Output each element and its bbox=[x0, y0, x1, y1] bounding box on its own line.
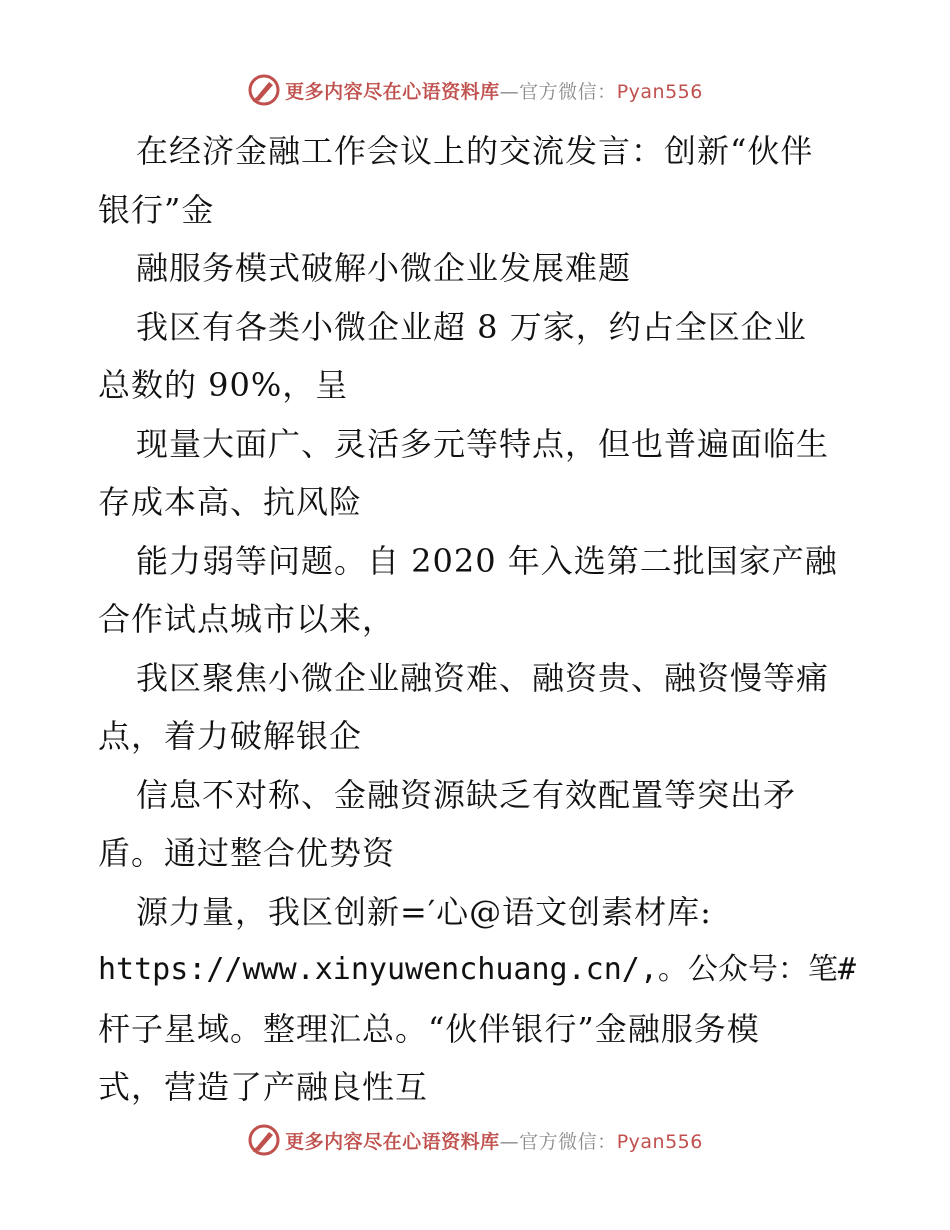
header-wechat-label: 官方微信： bbox=[519, 80, 617, 103]
paragraph-line: 总数的 90%，呈 bbox=[98, 366, 349, 404]
paragraph-line: 点，着力破解银企 bbox=[98, 717, 363, 755]
footer-banner bbox=[0, 1122, 950, 1158]
paragraph-line: 盾。通过整合优势资 bbox=[98, 834, 396, 872]
footer-separator: — bbox=[499, 1130, 520, 1153]
footer-wechat-label: 官方微信： bbox=[519, 1130, 617, 1153]
paragraph-line: 式，营造了产融良性互 bbox=[98, 1068, 429, 1106]
paragraph-line: 杆子星域。整理汇总。“伙伴银行”金融服务模 bbox=[98, 1009, 760, 1048]
footer-banner-text bbox=[285, 1127, 703, 1154]
paragraph-line: 源力量，我区创新=′心@语文创素材库: bbox=[136, 892, 712, 931]
quill-pen-in-circle-icon bbox=[247, 1123, 281, 1157]
paragraph-line: 我区有各类小微企业超 8 万家，约占全区企业 bbox=[136, 307, 807, 346]
paragraph-line: 现量大面广、灵活多元等特点，但也普遍面临生 bbox=[136, 424, 830, 463]
header-banner bbox=[0, 72, 950, 108]
paragraph-line: 信息不对称、金融资源缺乏有效配置等突出矛 bbox=[136, 775, 797, 814]
paragraph-line: 存成本高、抗风险 bbox=[98, 483, 363, 521]
url-line: https://www.xinyuwenchuang.cn/,。公众号：笔# bbox=[98, 952, 856, 987]
header-banner-text bbox=[285, 77, 703, 104]
paragraph-line: 在经济金融工作会议上的交流发言：创新“伙伴 bbox=[136, 132, 814, 170]
quill-pen-in-circle-icon bbox=[247, 73, 281, 107]
paragraph-line: 能力弱等问题。自 2020 年入选第二批国家产融 bbox=[136, 541, 838, 580]
header-brand: 更多内容尽在心语资料库 bbox=[285, 80, 500, 103]
paragraph-line: 银行”金 bbox=[98, 190, 215, 229]
header-wechat-id: Pyan556 bbox=[616, 80, 703, 103]
footer-brand: 更多内容尽在心语资料库 bbox=[285, 1130, 500, 1153]
header-separator: — bbox=[499, 80, 520, 103]
document-body bbox=[98, 122, 858, 1117]
footer-wechat-id: Pyan556 bbox=[616, 1130, 703, 1153]
paragraph-line: 融服务模式破解小微企业发展难题 bbox=[136, 249, 632, 287]
paragraph-line: 我区聚焦小微企业融资难、融资贵、融资慢等痛 bbox=[136, 658, 830, 697]
paragraph-line: 合作试点城市以来， bbox=[98, 600, 396, 638]
